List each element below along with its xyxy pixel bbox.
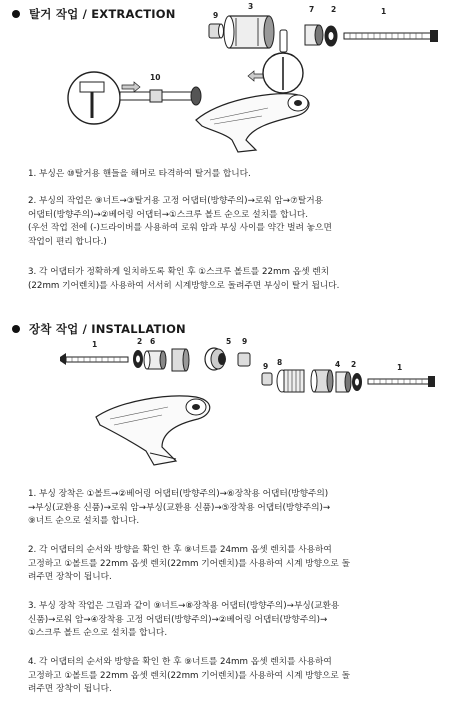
bullet-icon	[12, 325, 20, 333]
nut-part-icon	[238, 353, 250, 366]
extraction-step-1: 1. 부싱은 ⑩탈거용 핸들을 해머로 타격하여 탈거를 합니다.	[28, 169, 251, 179]
bushing-icon	[311, 370, 333, 392]
installation-title-text: 장착 작업 / INSTALLATION	[29, 322, 186, 336]
bearing-adapter-icon	[325, 26, 337, 46]
extraction-handle-icon	[120, 87, 201, 105]
part-label-9: 9	[213, 11, 219, 20]
screw-bolt-icon	[344, 30, 438, 42]
extraction-step-2: 2. 부싱의 작업은 ⑨너트→③탈거용 고정 어댑터(방향주의)→로워 암→⑦탈거용 어댑터(방향주의)→②베어링 어댑터→①스크루 볼트 순으로 설치를 합니다. (우선 작업 전에 (-)드라이버를 사용하여 로워 암과 부싱 사이를 약간 벌려 놓으면 작업이 편리 합니다.)	[28, 196, 332, 247]
extraction-adapter-7-icon	[305, 25, 323, 45]
part-label-4: 4	[335, 360, 341, 369]
installation-diagram	[0, 335, 472, 485]
installation-adapter-6-icon	[144, 351, 166, 369]
extraction-step-3: 3. 각 어댑터가 정확하게 일치하도록 확인 후 ①스크루 볼트를 22mm 옵셋 렌치 (22mm 기어렌치)를 사용하여 서서히 시계방향으로 돌려주면 부싱이 탈거 됩니다.	[28, 267, 340, 291]
part-label-1: 1	[381, 7, 387, 16]
part-label-5: 5	[226, 337, 232, 346]
part-label-2b: 2	[351, 360, 357, 369]
nut-part-icon	[209, 24, 224, 38]
installation-step-1: 1. 부싱 장착은 ①볼트→②베어링 어댑터(방향주의)→⑥장착용 어댑터(방향주의) →부싱(교환용 신품)→로워 암→부싱(교환용 신품)→⑤장착용 어댑터(방향주의)→ ⑨너트 순으로 설치를 합니다.	[28, 489, 331, 526]
part-label-1b: 1	[397, 363, 403, 372]
part-label-8: 8	[277, 358, 283, 367]
installation-step-4: 4. 각 어댑터의 순서와 방향을 확인 한 후 ⑨너트를 24mm 옵셋 렌치를 사용하여 고정하고 ①볼트를 22mm 옵셋 렌치(22mm 기어렌치)를 사용하여 시계 방향으로 돌 려주면 장착이 됩니다.	[28, 657, 350, 694]
bearing-adapter-icon	[133, 350, 143, 368]
lower-arm-drawing	[96, 396, 210, 465]
part-label-1: 1	[92, 340, 98, 349]
nut-part-icon	[262, 373, 272, 385]
extraction-adapter-icon	[224, 16, 274, 48]
part-label-9: 9	[242, 337, 248, 346]
installation-step-2: 2. 각 어댑터의 순서와 방향을 확인 한 후 ⑨너트를 24mm 옵셋 렌치를 사용하여 고정하고 ①볼트를 22mm 옵셋 렌치(22mm 기어렌치)를 사용하여 시계 방향으로 돌 려주면 장착이 됩니다.	[28, 545, 350, 582]
bearing-adapter-icon	[352, 373, 362, 391]
installation-adapter-4-icon	[336, 372, 351, 392]
bolt-icon	[60, 353, 128, 365]
screw-bolt-icon	[368, 376, 435, 387]
part-label-3: 3	[248, 2, 254, 11]
installation-step-3: 3. 부싱 장착 작업은 그림과 같이 ⑨너트→⑧장착용 어댑터(방향주의)→부싱(교환용 신품)→로워 암→④장착용 고정 어댑터(방향주의)→②베어링 어댑터(방향주의)→ ①스크루 볼트 순으로 설치를 합니다.	[28, 601, 340, 638]
lower-arm-drawing	[196, 94, 309, 152]
part-label-10: 10	[150, 73, 161, 82]
part-label-6: 6	[150, 337, 156, 346]
bushing-icon	[172, 349, 189, 371]
part-label-7: 7	[309, 5, 315, 14]
extraction-diagram	[0, 0, 472, 170]
part-label-9b: 9	[263, 362, 269, 371]
part-label-2: 2	[137, 337, 143, 346]
part-label-2: 2	[331, 5, 337, 14]
installation-adapter-5-icon	[205, 348, 226, 370]
extraction-title-text: 탈거 작업 / EXTRACTION	[29, 7, 176, 21]
installation-adapter-8-icon	[277, 370, 304, 392]
